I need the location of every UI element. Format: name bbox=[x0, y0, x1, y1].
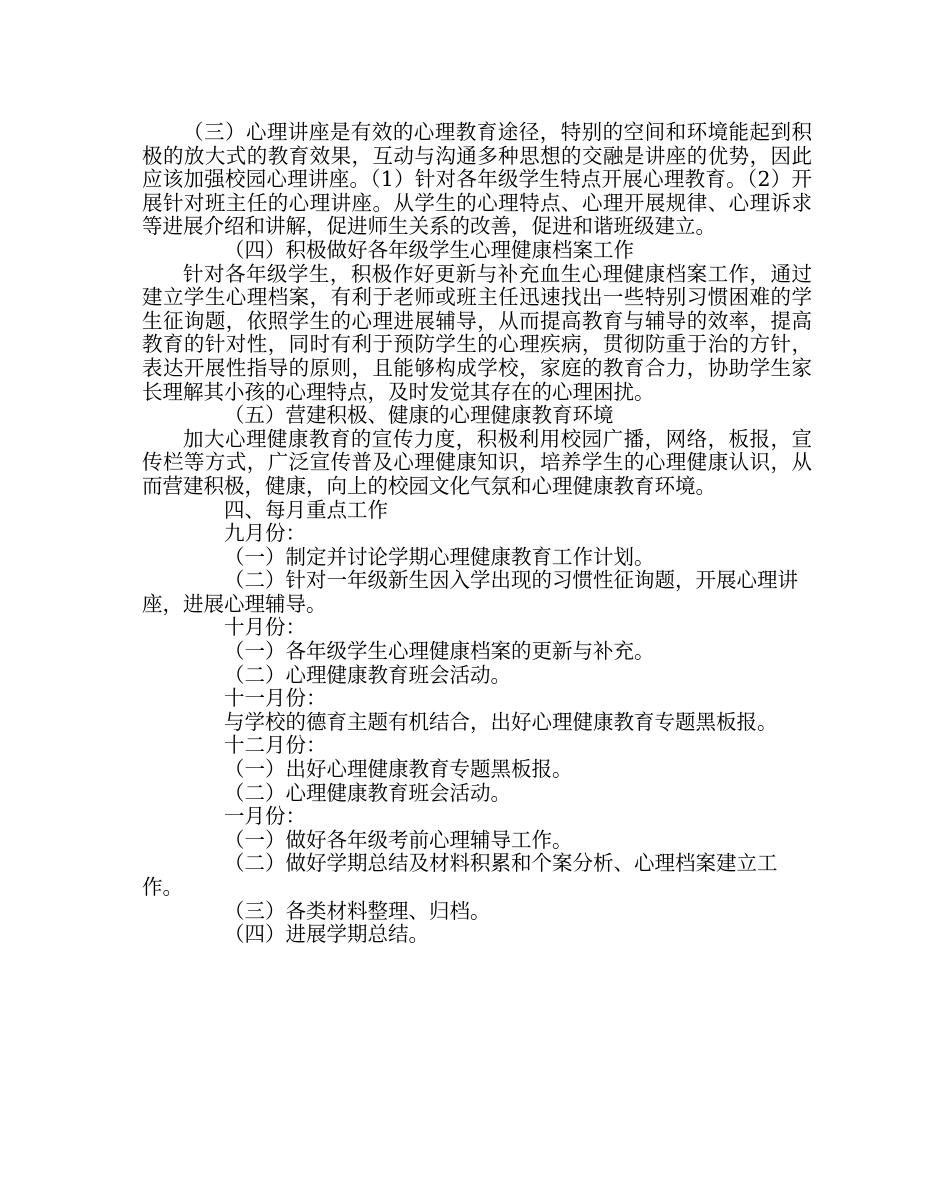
month-title-october: 十月份： bbox=[224, 615, 306, 640]
heading-environment: （五）营建积极、健康的心理健康教育环境 bbox=[224, 403, 614, 428]
month-title-december: 十二月份： bbox=[224, 733, 327, 758]
september-item-1: （一）制定并讨论学期心理健康教育工作计划。 bbox=[224, 544, 655, 569]
september-item-2: （二）针对一年级新生因入学出现的习惯性征询题，开展心理讲座，进展心理辅导。 bbox=[142, 568, 798, 616]
november-item-1: 与学校的德育主题有机结合，出好心理健康教育专题黑板报。 bbox=[224, 709, 778, 734]
january-item-1: （一）做好各年级考前心理辅导工作。 bbox=[224, 827, 573, 852]
december-item-1: （一）出好心理健康教育专题黑板报。 bbox=[224, 757, 573, 782]
month-title-january: 一月份： bbox=[224, 804, 306, 829]
document-body bbox=[142, 121, 812, 947]
heading-monthly-work: 四、每月重点工作 bbox=[224, 497, 388, 522]
october-item-1: （一）各年级学生心理健康档案的更新与补充。 bbox=[224, 639, 655, 664]
paragraph-environment: 加大心理健康教育的宣传力度，积极利用校园广播，网络，板报，宣传栏等方式，广泛宣传普及心理健康知识，培养学生的心理健康认识，从而营建积极，健康，向上的校园文化气氛和心理健康教育环境。 bbox=[142, 426, 812, 498]
january-item-2: （二）做好学期总结及材料积累和个案分析、心理档案建立工作。 bbox=[142, 851, 778, 899]
january-item-3: （三）各类材料整理、归档。 bbox=[224, 898, 491, 923]
december-item-2: （二）心理健康教育班会活动。 bbox=[224, 780, 511, 805]
heading-archive: （四）积极做好各年级学生心理健康档案工作 bbox=[224, 237, 634, 262]
paragraph-lecture: （三）心理讲座是有效的心理教育途径，特别的空间和环境能起到积极的放大式的教育效果，互动与沟通多种思想的交融是讲座的优势，因此应该加强校园心理讲座。（1）针对各年级学生特点开展心理教育。（2）开展针对班主任的心理讲座。从学生的心理特点、心理开展规律、心理诉求等进展介绍和讲解，促进师生关系的改善，促进和谐班级建立。 bbox=[142, 120, 812, 239]
month-title-november: 十一月份： bbox=[224, 686, 327, 711]
month-title-september: 九月份： bbox=[224, 521, 306, 546]
paragraph-archive: 针对各年级学生，积极作好更新与补充血生心理健康档案工作，通过建立学生心理档案，有利于老师或班主任迅速找出一些特别习惯困难的学生征询题，依照学生的心理进展辅导，从而提高教育与辅导的效率，提高教育的针对性，同时有利于预防学生的心理疾病，贯彻防重于治的方针，表达开展性指导的原则，且能够构成学校，家庭的教育合力，协助学生家长理解其小孩的心理特点，及时发觉其存在的心理困扰。 bbox=[142, 261, 812, 404]
january-item-4: （四）进展学期总结。 bbox=[224, 922, 429, 947]
october-item-2: （二）心理健康教育班会活动。 bbox=[224, 662, 511, 687]
